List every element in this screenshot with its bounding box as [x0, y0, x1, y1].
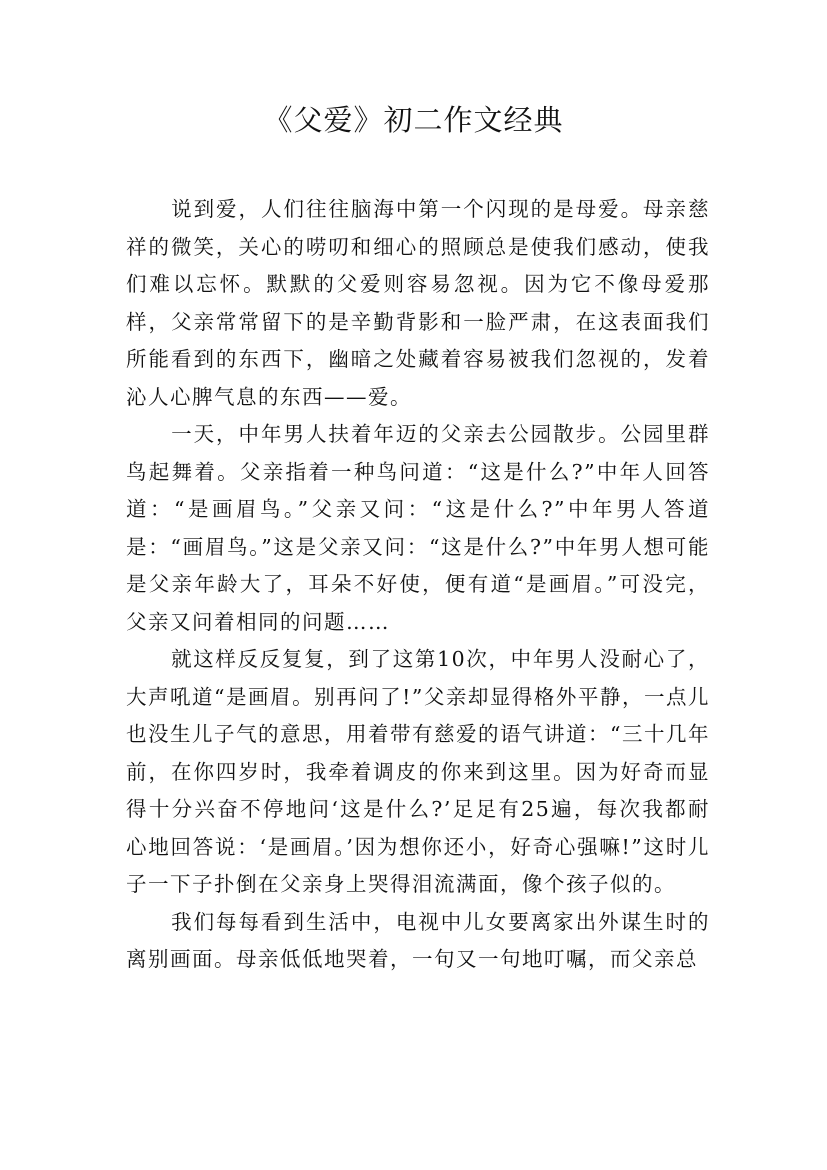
document-body: [126, 191, 710, 979]
paragraph: 我们每每看到生活中，电视中儿女要离家出外谋生时的离别画面。母亲低低地哭着，一句又一句地叮嘱，而父亲总: [126, 909, 710, 971]
document-title: 《父爱》初二作文经典: [263, 103, 564, 137]
paragraph: 就这样反反复复，到了这第10次，中年男人没耐心了，大声吼道“是画眉。别再问了!”父亲却显得格外平静，一点儿也没生儿子气的意思，用着带有慈爱的语气讲道：“三十几年前，在你四岁时，我牵着调皮的你来到这里。因为好奇而显得十分兴奋不停地问‘这是什么?’足足有25遍，每次我都耐心地回答说：‘是画眉。’因为想你还小，好奇心强嘛!”这时儿子一下子扑倒在父亲身上哭得泪流满面，像个孩子似的。: [126, 647, 710, 896]
paragraph: 说到爱，人们往往脑海中第一个闪现的是母爱。母亲慈祥的微笑，关心的唠叨和细心的照顾总是使我们感动，使我们难以忘怀。默默的父爱则容易忽视。因为它不像母爱那样，父亲常常留下的是辛勤背影和一脸严肃，在这表面我们所能看到的东西下，幽暗之处藏着容易被我们忽视的，发着沁人心脾气息的东西——爱。: [126, 197, 710, 409]
paragraph: 一天，中年男人扶着年迈的父亲去公园散步。公园里群鸟起舞着。父亲指着一种鸟问道：“这是什么?”中年人回答道：“是画眉鸟。”父亲又问：“这是什么?”中年男人答道是：“画眉鸟。”这是父亲又问：“这是什么?”中年男人想可能是父亲年龄大了，耳朵不好使，便有道“是画眉。”可没完，父亲又问着相同的问题……: [126, 422, 710, 634]
